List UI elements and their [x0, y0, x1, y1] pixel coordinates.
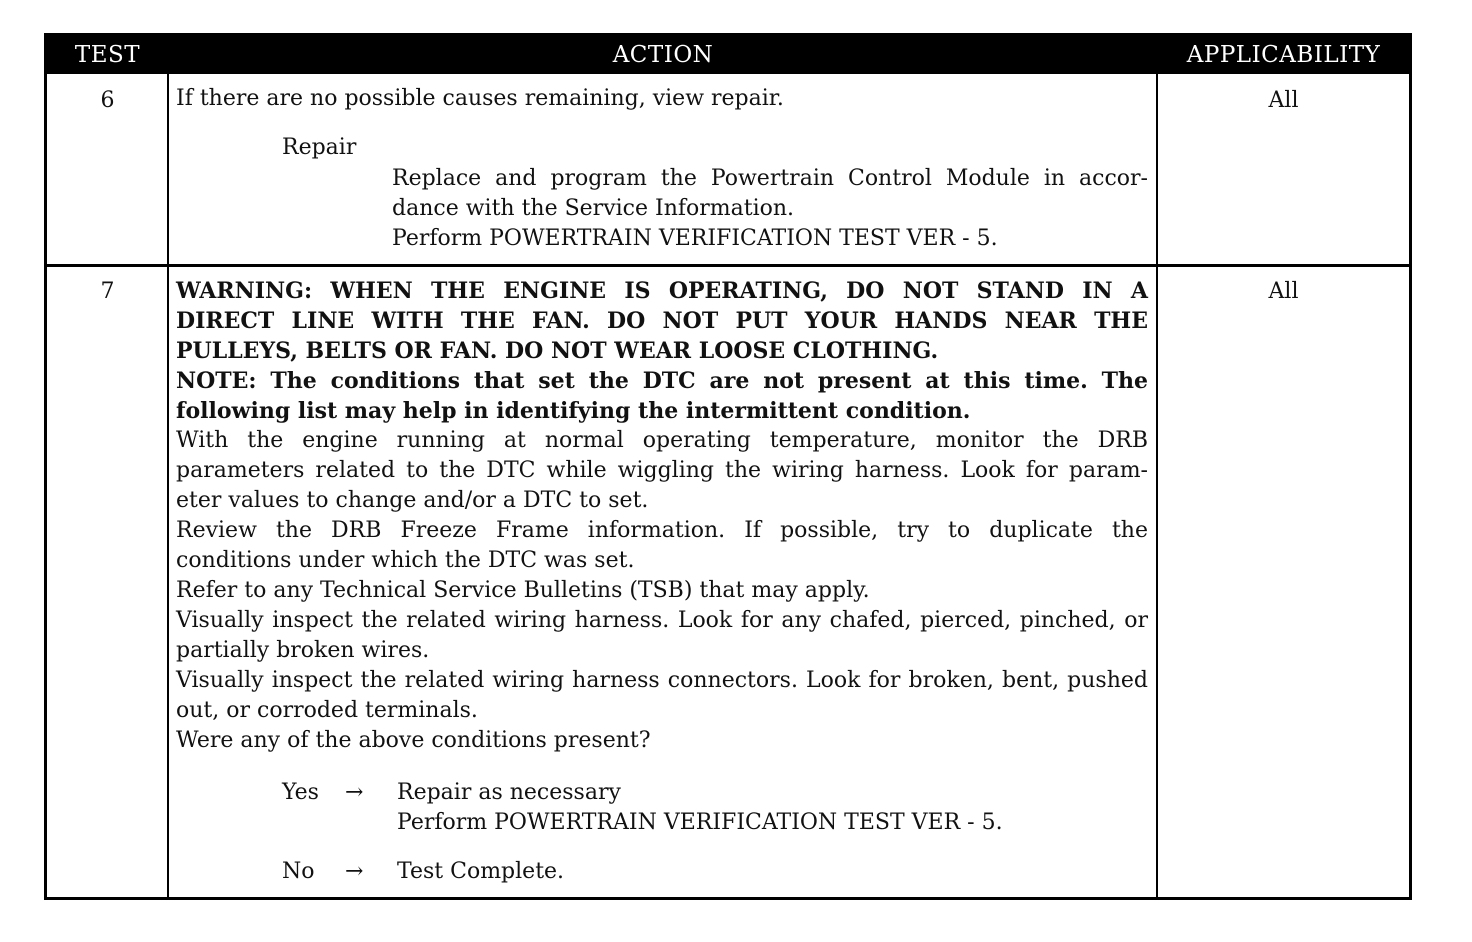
repair-text: Perform POWERTRAIN VERIFICATION TEST VER - 5.	[392, 226, 998, 251]
question-text: Were any of the above conditions present?	[176, 728, 651, 753]
repair-label: Repair	[282, 135, 357, 160]
table-header	[47, 36, 1409, 74]
arrow-right-icon: →	[345, 780, 364, 805]
column-divider	[1156, 74, 1158, 897]
note-text: NOTE: The conditions that set the DTC are not present at this time. The	[176, 368, 1148, 394]
yes-action: Perform POWERTRAIN VERIFICATION TEST VER - 5.	[397, 810, 1003, 835]
warning-text: PULLEYS, BELTS OR FAN. DO NOT WEAR LOOSE CLOTHING.	[176, 338, 939, 364]
diagnostic-table	[44, 33, 1412, 900]
action-text: conditions under which the DTC was set.	[176, 548, 635, 573]
applicability-value: All	[1268, 279, 1299, 304]
action-text: out, or corroded terminals.	[176, 698, 478, 723]
yes-label: Yes	[282, 780, 319, 805]
column-divider	[167, 74, 169, 897]
action-text: With the engine running at normal operating temperature, monitor the DRB	[176, 428, 1148, 453]
action-text: If there are no possible causes remaining, view repair.	[176, 86, 784, 111]
warning-text: WARNING: WHEN THE ENGINE IS OPERATING, DO NOT STAND IN A	[176, 278, 1148, 304]
action-text: Review the DRB Freeze Frame information. If possible, try to duplicate the	[176, 518, 1148, 543]
test-number: 6	[100, 88, 115, 113]
action-text: Visually inspect the related wiring harness connectors. Look for broken, bent, pushed	[176, 668, 1148, 693]
no-action: Test Complete.	[397, 859, 565, 884]
action-text: Visually inspect the related wiring harness. Look for any chafed, pierced, pinched, or	[176, 608, 1148, 633]
header-action: ACTION	[612, 42, 714, 68]
header-test: TEST	[74, 42, 141, 68]
applicability-value: All	[1268, 88, 1299, 113]
action-text: parameters related to the DTC while wiggling the wiring harness. Look for param-	[176, 458, 1148, 483]
arrow-right-icon: →	[345, 859, 364, 884]
header-applicability: APPLICABILITY	[1186, 42, 1381, 68]
repair-text: Replace and program the Powertrain Control Module in accor-	[392, 166, 1148, 191]
yes-action: Repair as necessary	[397, 780, 621, 805]
action-text: partially broken wires.	[176, 638, 430, 663]
repair-text: dance with the Service Information.	[392, 196, 795, 221]
note-text: following list may help in identifying the intermittent condition.	[176, 398, 971, 424]
warning-text: DIRECT LINE WITH THE FAN. DO NOT PUT YOUR HANDS NEAR THE	[176, 308, 1148, 334]
test-number: 7	[100, 279, 115, 304]
row-divider	[47, 264, 1409, 267]
no-label: No	[282, 859, 315, 884]
action-text: eter values to change and/or a DTC to set.	[176, 488, 649, 513]
action-text: Refer to any Technical Service Bulletins (TSB) that may apply.	[176, 578, 870, 603]
